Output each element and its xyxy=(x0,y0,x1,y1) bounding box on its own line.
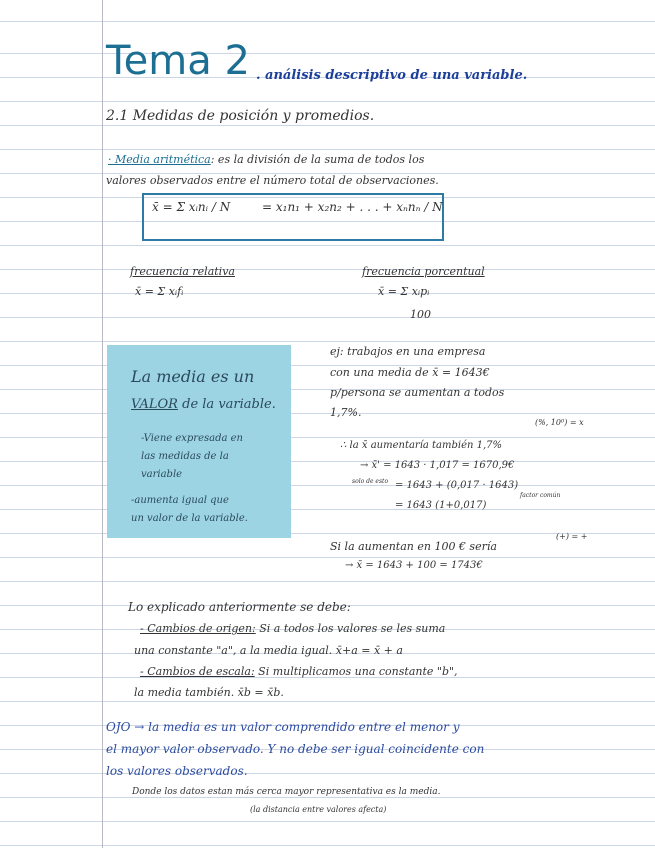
section-heading: 2.1 Medidas de posición y promedios. xyxy=(106,108,375,124)
changes-scale-text: Si multiplicamos una constante "b", xyxy=(254,665,458,678)
title-main: Tema 2 xyxy=(106,38,250,84)
freq-rel-formula: x̄ = Σ xᵢfᵢ xyxy=(135,285,184,298)
margin-line xyxy=(102,0,103,848)
sticky-valor: VALOR xyxy=(131,397,178,412)
example-line9: Si la aumentan en 100 € sería xyxy=(330,540,497,553)
example-side-note: solo de esto xyxy=(352,478,389,485)
example-factor-comun: factor común xyxy=(520,492,561,499)
example-line5: ∴ la x̄ aumentaría también 1,7% xyxy=(340,440,503,451)
example-line8: = 1643 (1+0,017) xyxy=(395,500,487,511)
example-line2: con una media de x̄ = 1643€ xyxy=(330,366,490,379)
media-def-line1 xyxy=(108,153,424,166)
sticky-line3: -Viene expresada en xyxy=(141,433,244,444)
changes-scale xyxy=(140,665,458,678)
media-def-text1: : es la división de la suma de todos los xyxy=(210,153,425,166)
sticky-line2 xyxy=(131,397,276,412)
example-line1: ej: trabajos en una empresa xyxy=(330,345,486,358)
sticky-note xyxy=(107,345,291,538)
footer-line2: (la distancia entre valores afecta) xyxy=(250,805,387,814)
changes-origin xyxy=(140,622,445,635)
example-line6: → x̄' = 1643 · 1,017 = 1670,9€ xyxy=(360,460,515,471)
sticky-line2b: de la variable. xyxy=(182,397,276,412)
freq-pct-formula: x̄ = Σ xᵢpᵢ xyxy=(378,285,430,298)
formula-left: x̄ = Σ xᵢnᵢ / N xyxy=(152,200,231,214)
sticky-line5: variable xyxy=(141,469,183,480)
sticky-line6: -aumenta igual que xyxy=(131,495,229,506)
changes-scale-label: - Cambios de escala: xyxy=(140,665,255,678)
changes-origin-label: - Cambios de origen: xyxy=(140,622,256,635)
freq-rel-label: frecuencia relativa xyxy=(130,265,235,278)
sticky-line1: La media es un xyxy=(131,367,255,386)
ojo-line3: los valores observados. xyxy=(106,764,248,778)
sticky-line4: las medidas de la xyxy=(141,451,229,462)
freq-pct-den: 100 xyxy=(410,308,431,321)
title-subtitle: . análisis descriptivo de una variable. xyxy=(256,68,528,83)
footer-line1: Donde los datos estan más cerca mayor representativa es la media. xyxy=(132,787,441,797)
changes-origin-line2: una constante "a", a la media igual. x̄+a = x̄ + a xyxy=(134,644,403,657)
example-line4: 1,7%. xyxy=(330,406,362,419)
ojo-line1: OJO → la media es un valor comprendido entre el menor y xyxy=(106,720,460,734)
sticky-line7: un valor de la variable. xyxy=(131,513,248,524)
example-note: (%, 10⁰) = x xyxy=(535,418,584,427)
example-line3: p/persona se aumentan a todos xyxy=(330,386,505,399)
formula-right: = x₁n₁ + x₂n₂ + . . . + xₙnₙ / N xyxy=(262,200,443,214)
changes-origin-text: Si a todos los valores se les suma xyxy=(255,622,446,635)
changes-scale-line2: la media también. x̄b = x̄b. xyxy=(134,686,284,699)
media-def-label: · Media aritmética xyxy=(108,153,211,166)
changes-intro: Lo explicado anteriormente se debe: xyxy=(128,600,351,614)
example-plus-note: (+) = + xyxy=(556,532,588,541)
media-def-line2: valores observados entre el número total de observaciones. xyxy=(106,174,439,187)
example-line10: → x̄ = 1643 + 100 = 1743€ xyxy=(345,560,483,571)
ojo-line2: el mayor valor observado. Y no debe ser igual coincidente con xyxy=(106,742,485,756)
example-line7: = 1643 + (0,017 · 1643) xyxy=(395,480,519,491)
freq-pct-label: frecuencia porcentual xyxy=(362,265,485,278)
